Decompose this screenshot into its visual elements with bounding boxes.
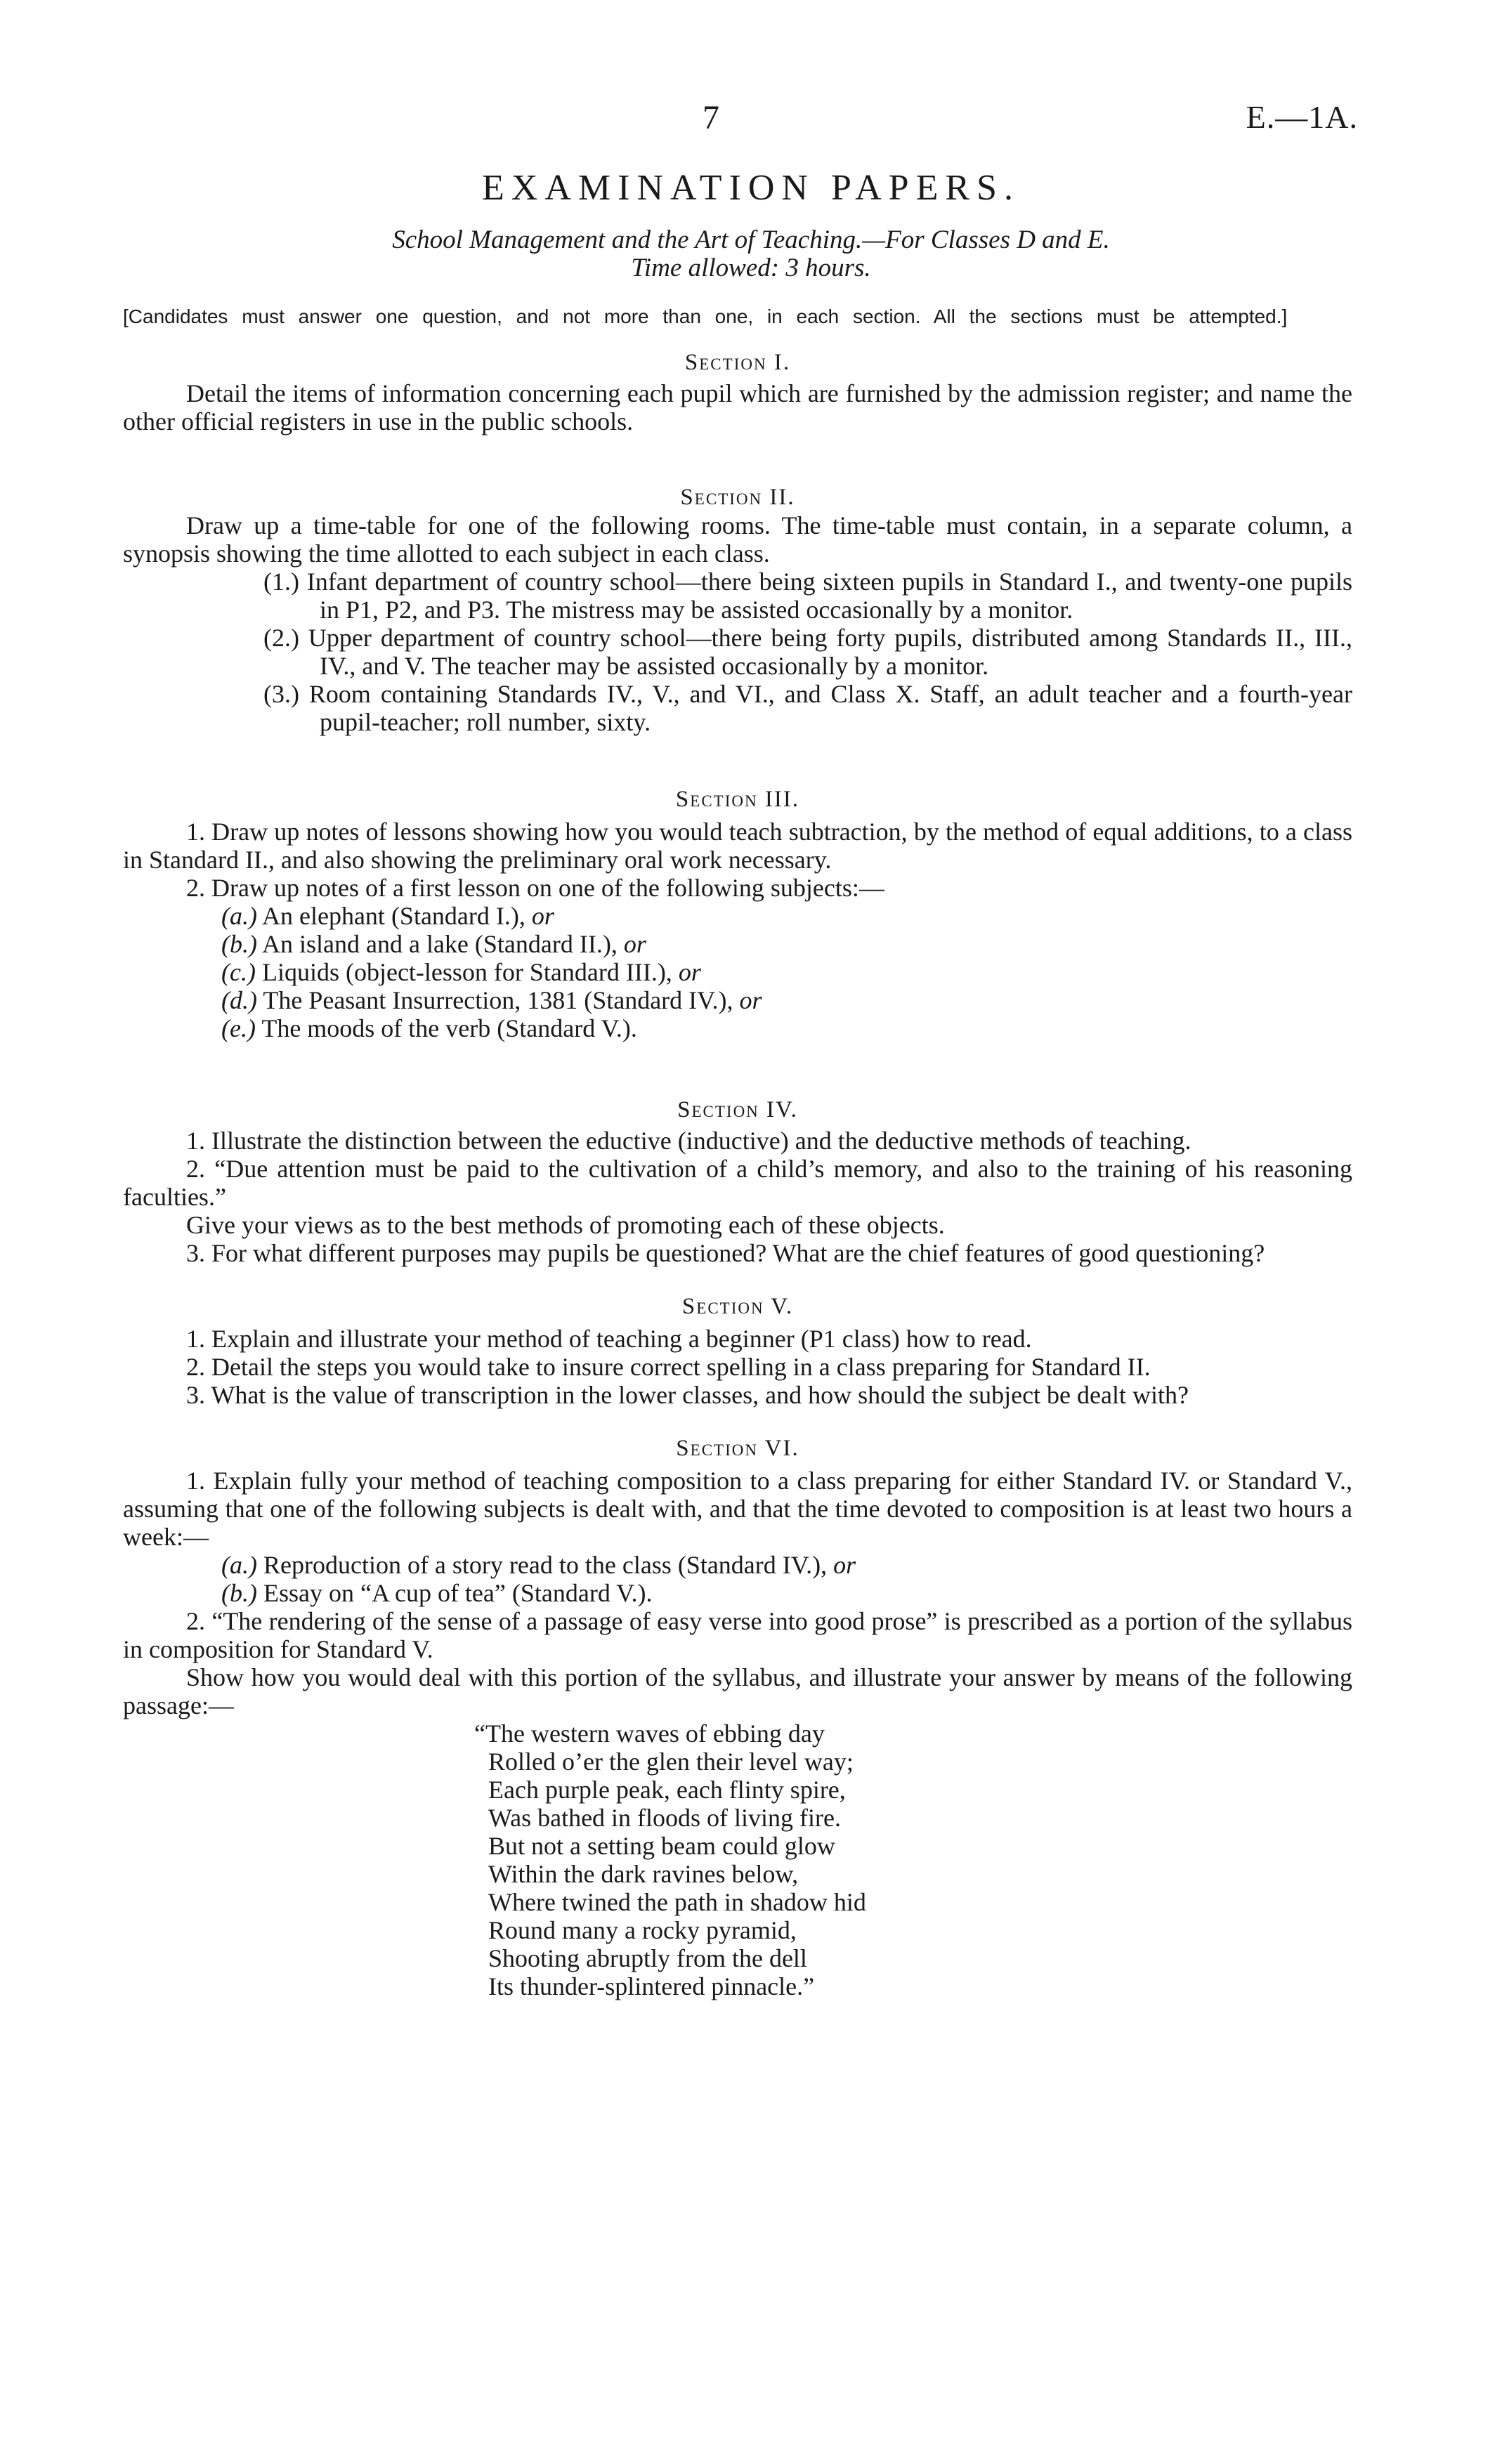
paper-subtitle	[0, 226, 1502, 282]
page-number: 7	[703, 99, 719, 136]
verse-line: Rolled o’er the glen their level way;	[488, 1748, 854, 1776]
verse-line: Its thunder-splintered pinnacle.”	[488, 1972, 815, 2000]
section-6-question-2: 2. “The rendering of the sense of a passage of easy verse into good prose” is prescribed as a portion of the syllabus in composition for Standard V.	[123, 1607, 1352, 1663]
section-4-question-2: 2. “Due attention must be paid to the cultivation of a child’s memory, and also to the training of his reasoning faculties.”	[123, 1155, 1352, 1211]
section-4-heading: Section IV.	[677, 1097, 798, 1122]
verse-line: Round many a rocky pyramid,	[488, 1916, 797, 1944]
instructions: [Candidates must answer one question, and not more than one, in each section. All the sections must be attempted.]	[123, 306, 1288, 327]
section-3-question-1: 1. Draw up notes of lessons showing how you would teach subtraction, by the method of equal additions, to a class in Standard II., and also showing the preliminary oral work necessary.	[123, 818, 1352, 874]
section-3-options	[123, 902, 1352, 1042]
section-4-question-1: 1. Illustrate the distinction between the eductive (inductive) and the deductive methods of teaching.	[186, 1127, 1191, 1155]
section-6-question-2-followup: Show how you would deal with this portion of the syllabus, and illustrate your answer by means of the following passage:—	[123, 1663, 1352, 1719]
page-title: EXAMINATION PAPERS.	[482, 168, 1020, 208]
section-6-heading: Section VI.	[676, 1436, 799, 1461]
subtitle-line-2: Time allowed: 3 hours.	[631, 254, 871, 282]
option-item: (e.) The moods of the verb (Standard V.).	[221, 1014, 637, 1042]
section-6-options	[123, 1551, 1352, 1607]
section-3-question-2: 2. Draw up notes of a first lesson on one of the following subjects:—	[186, 874, 884, 902]
verse-line: But not a setting beam could glow	[488, 1832, 835, 1860]
section-2-item-3: (3.) Room containing Standards IV., V., and VI., and Class X. Staff, an adult teacher and a fourth-year pupil-teacher; roll number, sixty.	[263, 680, 1352, 736]
verse-line: Was bathed in floods of living fire.	[488, 1804, 841, 1832]
subtitle-line-1: School Management and the Art of Teaching.—For Classes D and E.	[392, 225, 1110, 254]
section-5-question-2: 2. Detail the steps you would take to insure correct spelling in a class preparing for Standard II.	[186, 1353, 1151, 1381]
section-2-heading: Section II.	[680, 485, 795, 510]
section-6-question-1: 1. Explain fully your method of teaching composition to a class preparing for either Standard IV. or Standard V., assuming that one of the following subjects is dealt with, and that the time devoted to composition is at least two hours a week:—	[123, 1467, 1352, 1551]
section-5-heading: Section V.	[681, 1294, 794, 1319]
verse-passage	[123, 1719, 1352, 2000]
option-item: (b.) Essay on “A cup of tea” (Standard V.).	[221, 1579, 653, 1607]
section-4-question-3: 3. For what different purposes may pupils be questioned? What are the chief features of good questioning?	[186, 1239, 1265, 1267]
section-4-question-2-followup: Give your views as to the best methods of promoting each of these objects.	[186, 1211, 945, 1239]
section-1-heading: Section I.	[684, 350, 791, 375]
verse-line: Each purple peak, each flinty spire,	[488, 1776, 846, 1804]
verse-line: Within the dark ravines below,	[488, 1860, 799, 1888]
option-item: (d.) The Peasant Insurrection, 1381 (Standard IV.), or	[221, 986, 762, 1014]
section-1-question: Detail the items of information concerning each pupil which are furnished by the admission register; and name the other official registers in use in the public schools.	[123, 379, 1352, 435]
option-item: (b.) An island and a lake (Standard II.), or	[221, 930, 646, 958]
verse-line: “The western waves of ebbing day	[474, 1719, 825, 1748]
section-3-heading: Section III.	[675, 787, 800, 812]
option-item: (a.) An elephant (Standard I.), or	[221, 902, 554, 930]
section-2-intro: Draw up a time-table for one of the following rooms. The time-table must contain, in a separate column, a synopsis showing the time allotted to each subject in each class.	[123, 511, 1352, 568]
verse-line: Shooting abruptly from the dell	[488, 1944, 807, 1972]
document-reference: E.—1A.	[1246, 99, 1358, 135]
section-5-question-3: 3. What is the value of transcription in the lower classes, and how should the subject be dealt with?	[186, 1381, 1189, 1409]
option-item: (a.) Reproduction of a story read to the class (Standard IV.), or	[221, 1551, 856, 1579]
section-2-item-2: (2.) Upper department of country school—there being forty pupils, distributed among Standards II., III., IV., and V. The teacher may be assisted occasionally by a monitor.	[263, 624, 1352, 680]
option-item: (c.) Liquids (object-lesson for Standard III.), or	[221, 958, 701, 986]
verse-line: Where twined the path in shadow hid	[488, 1888, 866, 1916]
paper-body	[123, 303, 1352, 2000]
section-5-question-1: 1. Explain and illustrate your method of teaching a beginner (P1 class) how to read.	[186, 1325, 1032, 1353]
section-2-item-1: (1.) Infant department of country school—there being sixteen pupils in Standard I., and twenty-one pupils in P1, P2, and P3. The mistress may be assisted occasionally by a monitor.	[263, 568, 1352, 624]
